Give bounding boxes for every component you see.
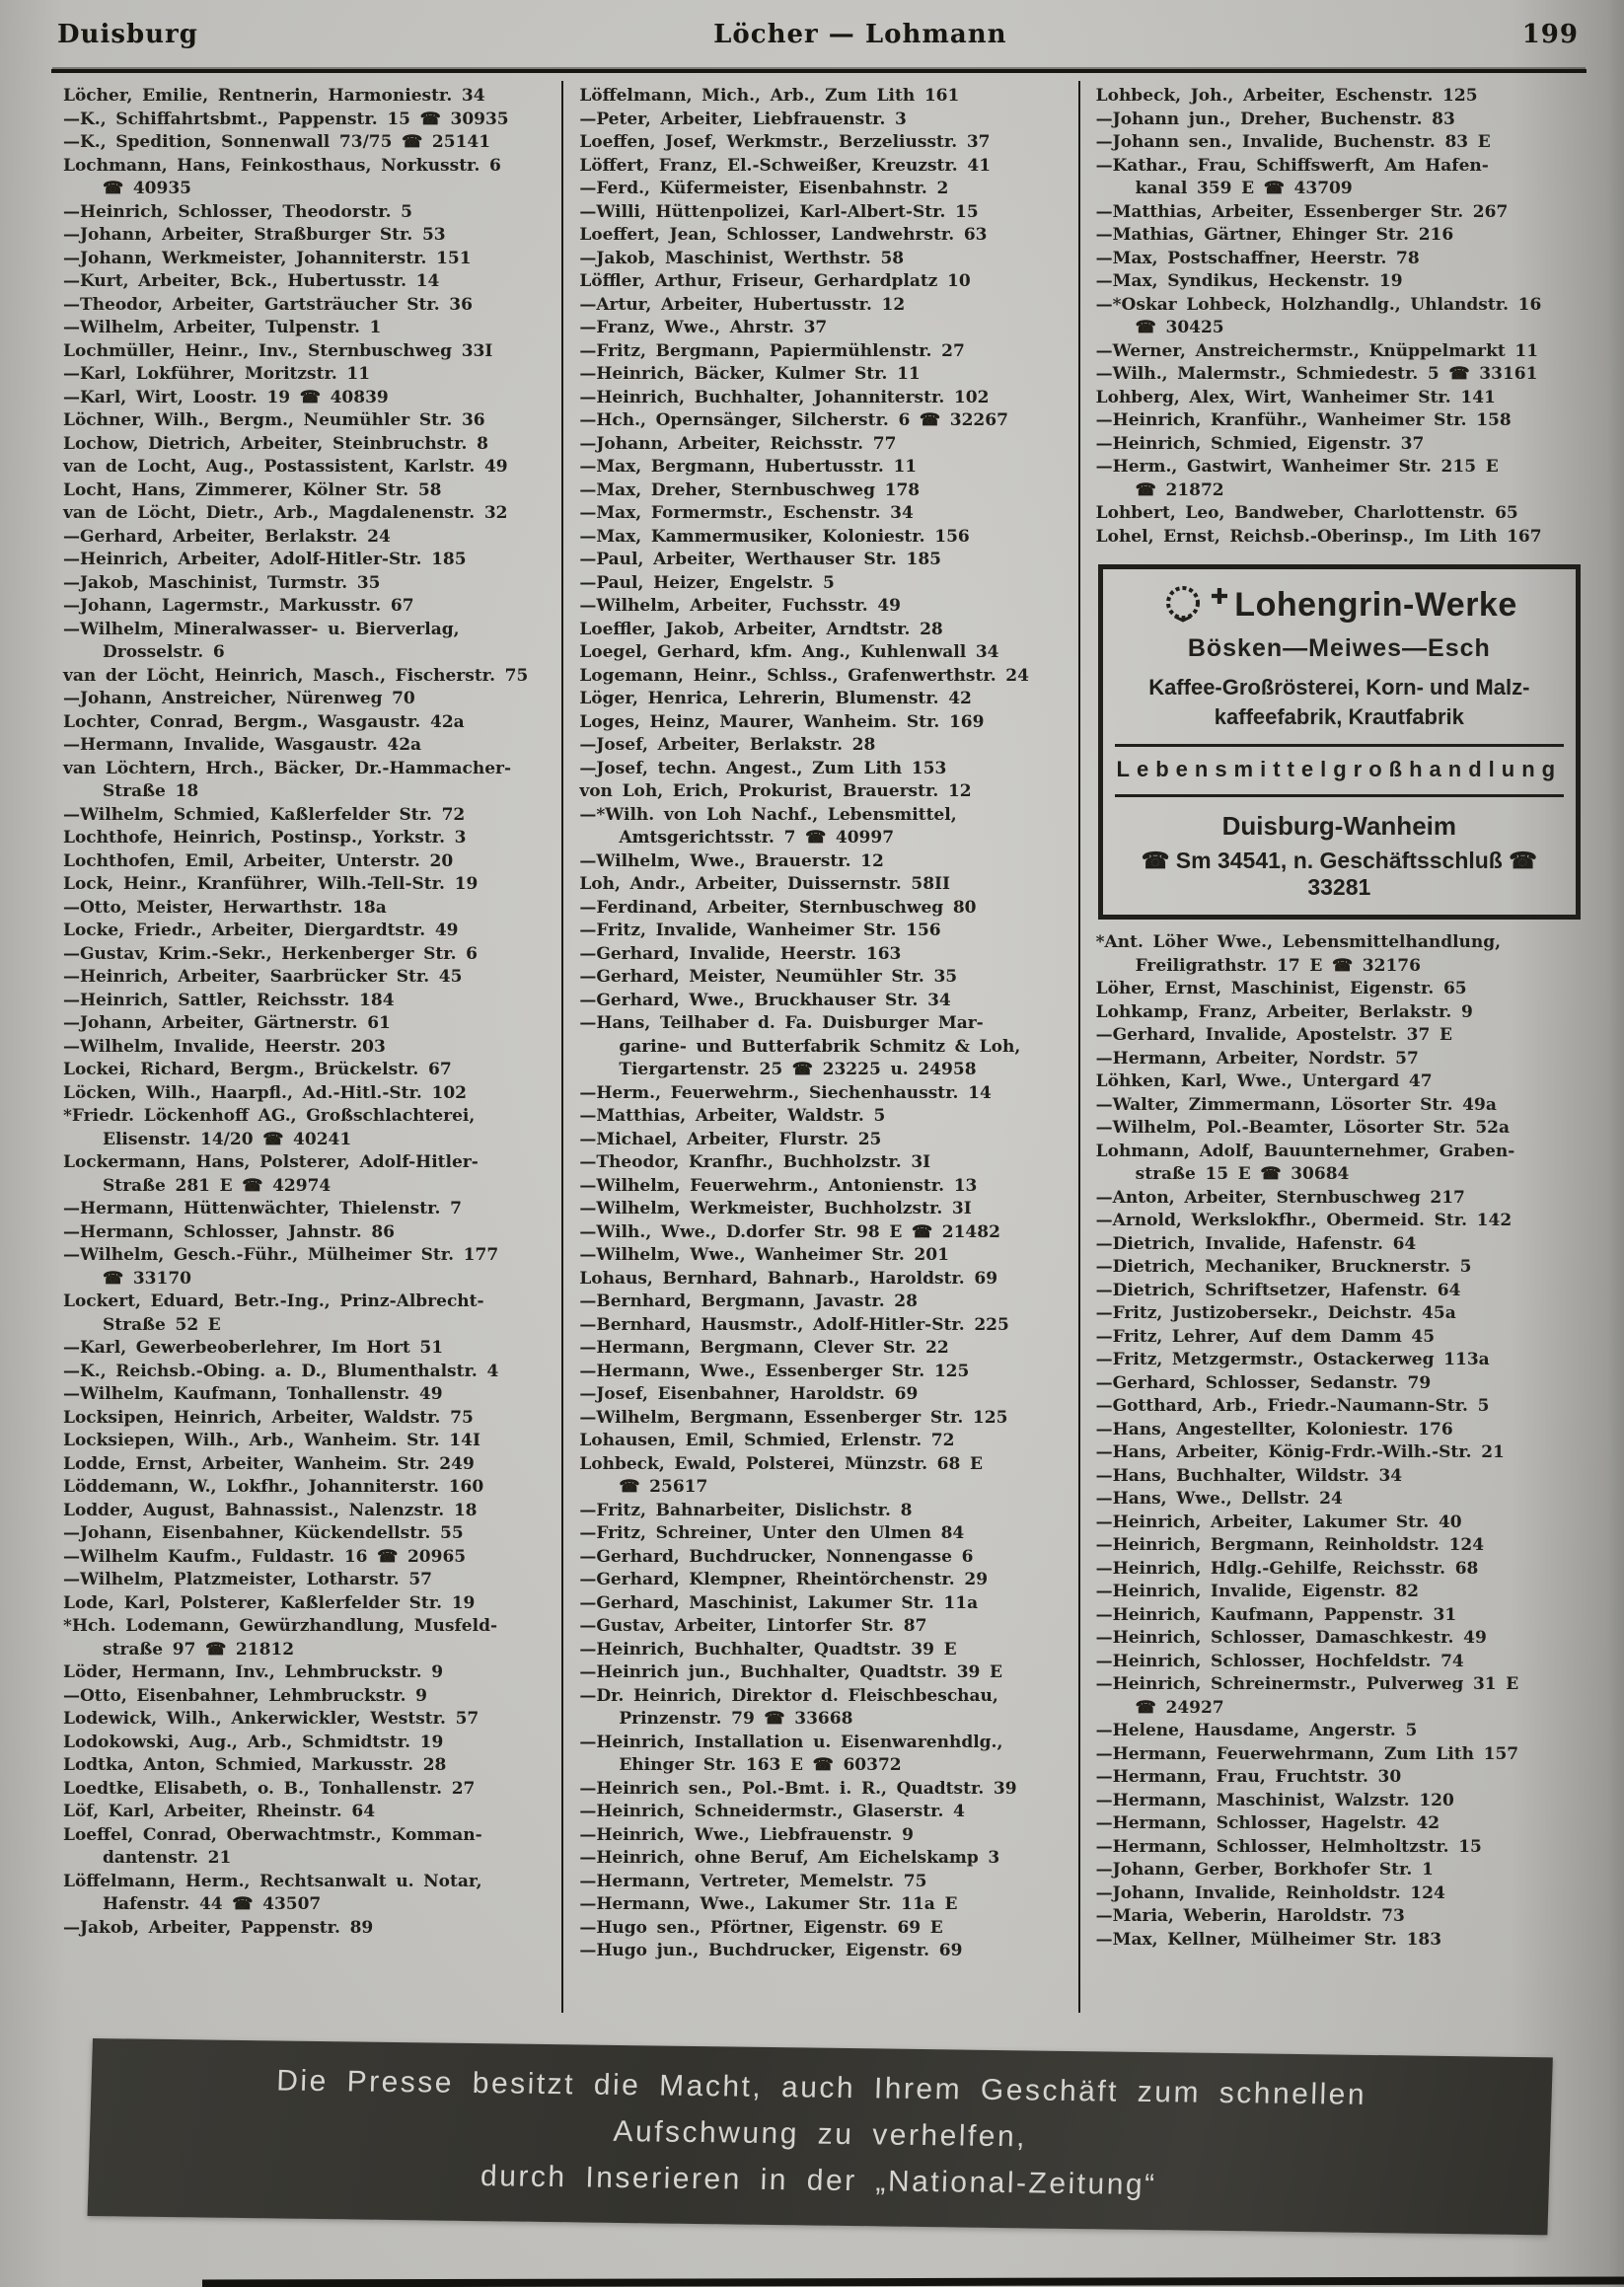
ad-city: Duisburg-Wanheim <box>1221 811 1456 841</box>
directory-entry: —Heinrich jun., Buchhalter, Quadtstr. 39 E <box>579 1662 1003 1682</box>
directory-entry: —Jakob, Arbeiter, Pappenstr. 89 <box>63 1917 374 1938</box>
directory-entry: —Heinrich, Schlosser, Damaschkestr. 49 <box>1095 1628 1487 1648</box>
directory-entry: —Herm., Gastwirt, Wanheimer Str. 215 E ☎ 21872 <box>1095 457 1499 500</box>
directory-entry: —Fritz, Bergmann, Papiermühlenstr. 27 <box>579 340 965 361</box>
directory-entry: —Heinrich, Installation u. Eisenwarenhdlg., Ehinger Str. 163 E ☎ 60372 <box>579 1732 1003 1775</box>
directory-entry: —Heinrich, Arbeiter, Lakumer Str. 40 <box>1095 1512 1462 1532</box>
directory-entry: Löffler, Arthur, Friseur, Gerhardplatz 10 <box>579 271 971 291</box>
directory-entry: —Max, Bergmann, Hubertusstr. 11 <box>579 457 918 477</box>
directory-entry: —Wilhelm, Platzmeister, Lotharstr. 57 <box>63 1570 432 1589</box>
directory-entry: —Hugo jun., Buchdrucker, Eigenstr. 69 <box>579 1941 963 1960</box>
directory-entry: Loeffert, Jean, Schlosser, Landwehrstr. 63 <box>579 225 988 245</box>
directory-entry: —*Wilh. von Loh Nachf., Lebensmittel, Amtsgerichtsstr. 7 ☎ 40997 <box>579 804 957 848</box>
directory-entry: Lohausen, Emil, Schmied, Erlenstr. 72 <box>579 1431 955 1450</box>
directory-entry: —Wilhelm, Arbeiter, Fuchsstr. 49 <box>579 596 901 616</box>
directory-entry: —Gerhard, Invalide, Apostelstr. 37 E <box>1095 1025 1452 1045</box>
directory-entry: Löher, Ernst, Maschinist, Eigenstr. 65 <box>1095 979 1467 998</box>
directory-entry: —Fritz, Metzgermstr., Ostackerweg 113a <box>1095 1350 1490 1369</box>
directory-entry: —Dietrich, Invalide, Hafenstr. 64 <box>1095 1233 1417 1254</box>
directory-entry: —K., Schiffahrtsbmt., Pappenstr. 15 ☎ 30935 <box>63 109 509 129</box>
directory-entry: —Heinrich, Arbeiter, Adolf-Hitler-Str. 185 <box>63 550 467 569</box>
directory-entry: —Gerhard, Wwe., Bruckhauser Str. 34 <box>579 990 951 1010</box>
directory-entry: Lohberg, Alex, Wirt, Wanheimer Str. 141 <box>1095 387 1496 407</box>
directory-entry: Lohaus, Bernhard, Bahnarb., Haroldstr. 69 <box>579 1268 998 1289</box>
header-city: Duisburg <box>57 20 198 49</box>
directory-entry: —Heinrich, Schlosser, Hochfeldstr. 74 <box>1095 1651 1464 1671</box>
directory-entry: —Hans, Angestellter, Koloniestr. 176 <box>1095 1419 1453 1439</box>
directory-entry: —Wilhelm, Pol.-Beamter, Lösorter Str. 52a <box>1095 1118 1511 1138</box>
directory-entry: —Gustav, Krim.-Sekr., Herkenberger Str. 6 <box>63 943 478 964</box>
directory-entry: —Kathar., Frau, Schiffswerft, Am Hafen- kanal 359 E ☎ 43709 <box>1095 155 1489 198</box>
directory-entry: —Bernhard, Bergmann, Javastr. 28 <box>579 1291 918 1311</box>
directory-entry: van der Löcht, Heinrich, Masch., Fischerstr. 75 <box>63 665 529 686</box>
header-name-range: Löcher — Lohmann <box>713 20 1007 49</box>
directory-entry: —Hermann, Frau, Fruchtstr. 30 <box>1095 1767 1402 1787</box>
directory-entry: —Ferd., Küfermeister, Eisenbahnstr. 2 <box>579 179 949 198</box>
directory-entry: —Heinrich, Schlosser, Theodorstr. 5 <box>63 201 413 222</box>
directory-entry: —Heinrich, Kranführ., Wanheimer Str. 158 <box>1095 410 1512 430</box>
directory-entry: Loeffler, Jakob, Arbeiter, Arndtstr. 28 <box>579 619 943 639</box>
column-2 <box>561 81 1077 2013</box>
directory-entry: —Max, Formermstr., Eschenstr. 34 <box>579 503 914 523</box>
directory-entry: —Hans, Wwe., Dellstr. 24 <box>1095 1489 1343 1509</box>
directory-entry: Locksiepen, Wilh., Arb., Wanheim. Str. 14I <box>63 1431 480 1450</box>
directory-entry: —Gustav, Arbeiter, Lintorfer Str. 87 <box>579 1616 927 1636</box>
directory-entry: —Johann, Eisenbahner, Kückendellstr. 55 <box>63 1523 464 1543</box>
directory-entry: —Johann, Werkmeister, Johanniterstr. 151 <box>63 248 472 268</box>
directory-entry: Lochter, Conrad, Bergm., Wasgaustr. 42a <box>63 711 465 732</box>
directory-entry: —Fritz, Invalide, Wanheimer Str. 156 <box>579 921 941 940</box>
directory-entry: —Otto, Eisenbahner, Lehmbruckstr. 9 <box>63 1685 428 1706</box>
directory-entry: Loegel, Gerhard, kfm. Ang., Kuhlenwall 34 <box>579 642 999 662</box>
directory-entry: *Friedr. Löckenhoff AG., Großschlachterei, Elisenstr. 14/20 ☎ 40241 <box>63 1106 476 1149</box>
directory-entry: Lodtka, Anton, Schmied, Markusstr. 28 <box>63 1755 447 1775</box>
directory-entry: —Dietrich, Schriftsetzer, Hafenstr. 64 <box>1095 1280 1461 1300</box>
directory-entry: —Fritz, Lehrer, Auf dem Damm 45 <box>1095 1326 1436 1347</box>
directory-entry: —Otto, Meister, Herwarthstr. 18a <box>63 897 387 918</box>
column-1 <box>47 81 561 2013</box>
ad-divider-top <box>1115 744 1564 747</box>
directory-entry: —Wilhelm, Schmied, Kaßlerfelder Str. 72 <box>63 804 466 825</box>
directory-entry: —Johann, Anstreicher, Nürenweg 70 <box>63 689 415 708</box>
directory-entry: Lodokowski, Aug., Arb., Schmidtstr. 19 <box>63 1732 444 1752</box>
directory-entry: —Heinrich, Schneidermstr., Glaserstr. 4 <box>579 1802 965 1821</box>
directory-entry: —Heinrich, Schmied, Eigenstr. 37 <box>1095 433 1425 454</box>
directory-entry: —Heinrich, ohne Beruf, Am Eichelskamp 3 <box>579 1848 1000 1868</box>
directory-entry: —K., Reichsb.-Obing. a. D., Blumenthalstr. 4 <box>63 1361 499 1381</box>
directory-entry: Lohel, Ernst, Reichsb.-Oberinsp., Im Lith 167 <box>1095 526 1542 547</box>
directory-entry: —Max, Postschaffner, Heerstr. 78 <box>1095 248 1420 268</box>
directory-entry: —Johann, Gerber, Borkhofer Str. 1 <box>1095 1860 1434 1880</box>
directory-entry: —Wilhelm, Invalide, Heerstr. 203 <box>63 1036 386 1057</box>
directory-entry: —Hans, Arbeiter, König-Frdr.-Wilh.-Str. 21 <box>1095 1442 1505 1462</box>
ad-wholesale-line: Lebensmittelgroßhandlung <box>1116 757 1563 781</box>
directory-entry: Löchner, Wilh., Bergm., Neumühler Str. 36 <box>63 410 485 430</box>
directory-entry: —Heinrich, Bäcker, Kulmer Str. 11 <box>579 364 921 384</box>
directory-entry: —Wilhelm, Werkmeister, Buchholzstr. 3I <box>579 1199 972 1218</box>
directory-entry: —Wilhelm, Wwe., Brauerstr. 12 <box>579 850 884 871</box>
page-header <box>57 20 1579 49</box>
directory-entry: Lohmann, Adolf, Bauunternehmer, Graben- straße 15 E ☎ 30684 <box>1095 1141 1515 1184</box>
directory-entry: Löger, Henrica, Lehrerin, Blumenstr. 42 <box>579 689 972 708</box>
directory-entry: Lochow, Dietrich, Arbeiter, Steinbruchstr. 8 <box>63 433 488 454</box>
directory-entry: —Hermann, Schlosser, Jahnstr. 86 <box>63 1221 396 1242</box>
directory-entry: —Matthias, Arbeiter, Essenberger Str. 267 <box>1095 201 1509 222</box>
cross-icon: ✚ <box>1210 584 1229 610</box>
column-3 <box>1078 81 1594 2013</box>
directory-entry: Lockei, Richard, Bergm., Brückelstr. 67 <box>63 1060 452 1079</box>
directory-entry: Lohbert, Leo, Bandweber, Charlottenstr. 65 <box>1095 503 1518 523</box>
ad-description-line1: Kaffee-Großrösterei, Korn- und Malz- <box>1148 675 1530 700</box>
directory-entry: —Jakob, Maschinist, Turmstr. 35 <box>63 572 381 593</box>
directory-entry: —Helene, Hausdame, Angerstr. 5 <box>1095 1721 1418 1740</box>
directory-entry: Lohbeck, Joh., Arbeiter, Eschenstr. 125 <box>1095 86 1478 106</box>
directory-entry: Loges, Heinz, Maurer, Wanheim. Str. 169 <box>579 711 985 732</box>
directory-entry: —Max, Kellner, Mülheimer Str. 183 <box>1095 1929 1442 1950</box>
directory-entry: *Hch. Lodemann, Gewürzhandlung, Musfeld- straße 97 ☎ 21812 <box>63 1616 498 1660</box>
directory-entry: Loeffen, Josef, Werkmstr., Berzeliusstr. 37 <box>579 132 991 152</box>
directory-entry: Löffelmann, Herm., Rechtsanwalt u. Notar, Hafenstr. 44 ☎ 43507 <box>63 1871 482 1914</box>
directory-entry: —Theodor, Kranfhr., Buchholzstr. 3I <box>579 1152 931 1172</box>
directory-entry: —Heinrich, Wwe., Liebfrauenstr. 9 <box>579 1824 914 1845</box>
directory-entry: —Wilh., Wwe., D.dorfer Str. 98 E ☎ 21482 <box>579 1221 1000 1242</box>
directory-entry: Logemann, Heinr., Schlss., Grafenwerthstr. 24 <box>579 665 1029 686</box>
directory-entry: —Hermann, Bergmann, Clever Str. 22 <box>579 1338 949 1358</box>
directory-entry: —Wilhelm, Mineralwasser- u. Bierverlag, Drosselstr. 6 <box>63 619 460 662</box>
directory-entry: —Josef, techn. Angest., Zum Lith 153 <box>579 758 947 778</box>
directory-entry: Löder, Hermann, Inv., Lehmbruckstr. 9 <box>63 1662 444 1682</box>
directory-entry: —Paul, Arbeiter, Werthauser Str. 185 <box>579 550 941 569</box>
ad-title-row <box>1111 583 1568 627</box>
directory-entry: —Gerhard, Arbeiter, Berlakstr. 24 <box>63 526 391 547</box>
directory-entry: Lockermann, Hans, Polsterer, Adolf-Hitler- Straße 281 E ☎ 42974 <box>63 1152 479 1196</box>
directory-entry: —Dr. Heinrich, Direktor d. Fleischbeschau, Prinzenstr. 79 ☎ 33668 <box>579 1685 998 1729</box>
directory-entry: van de Löcht, Dietr., Arb., Magdalenenstr. 32 <box>63 503 508 523</box>
directory-entry: —Arnold, Werkslokfhr., Obermeid. Str. 142 <box>1095 1211 1513 1230</box>
directory-entry: —Hermann, Hüttenwächter, Thielenstr. 7 <box>63 1199 462 1218</box>
directory-entry: —Karl, Wirt, Loostr. 19 ☎ 40839 <box>63 387 389 407</box>
header-rule <box>51 69 1587 73</box>
directory-entry: —Fritz, Schreiner, Unter den Ulmen 84 <box>579 1523 965 1543</box>
ad-divider-bottom <box>1115 794 1564 797</box>
directory-entry: —Heinrich, Buchhalter, Johanniterstr. 102 <box>579 387 990 407</box>
directory-entry: Löddemann, W., Lokfhr., Johanniterstr. 160 <box>63 1477 484 1497</box>
directory-entry: —*Oskar Lohbeck, Holzhandlg., Uhlandstr. 16 ☎ 30425 <box>1095 294 1542 337</box>
directory-entry: —Hermann, Wwe., Lakumer Str. 11a E <box>579 1894 958 1914</box>
directory-entry: —Fritz, Justizobersekr., Deichstr. 45a <box>1095 1303 1456 1323</box>
directory-entry: —Heinrich, Buchhalter, Quadtstr. 39 E <box>579 1639 957 1660</box>
directory-entry: —Johann, Lagermstr., Markusstr. 67 <box>63 596 414 616</box>
directory-entry: —Artur, Arbeiter, Hubertusstr. 12 <box>579 294 906 315</box>
directory-entry: Locksipen, Heinrich, Arbeiter, Waldstr. 75 <box>63 1407 474 1428</box>
directory-entry: —Hermann, Feuerwehrmann, Zum Lith 157 <box>1095 1743 1519 1764</box>
directory-entry: —Gerhard, Maschinist, Lakumer Str. 11a <box>579 1592 979 1613</box>
directory-entry: Löcken, Wilh., Haarpfl., Ad.-Hitl.-Str. 102 <box>63 1082 467 1103</box>
directory-entry: —Wilhelm Kaufm., Fuldastr. 16 ☎ 20965 <box>63 1546 467 1567</box>
directory-entry: —Wilhelm, Kaufmann, Tonhallenstr. 49 <box>63 1384 443 1404</box>
directory-entry: —Karl, Gewerbeoberlehrer, Im Hort 51 <box>63 1338 444 1358</box>
directory-entry: —Heinrich, Bergmann, Reinholdstr. 124 <box>1095 1535 1485 1555</box>
directory-entry: —Dietrich, Mechaniker, Brucknerstr. 5 <box>1095 1257 1472 1277</box>
directory-entry: —Hans, Teilhaber d. Fa. Duisburger Mar- garine- und Butterfabrik Schmitz & Loh, Tiergartenstr. 25 ☎ 23225 u. 24958 <box>579 1013 1021 1079</box>
directory-entry: —Mathias, Gärtner, Ehinger Str. 216 <box>1095 225 1454 245</box>
directory-entry: —Wilhelm, Gesch.-Führ., Mülheimer Str. 177 ☎ 33170 <box>63 1245 499 1289</box>
directory-entry: Lochthofe, Heinrich, Postinsp., Yorkstr. 3 <box>63 828 467 848</box>
directory-entry: —Wilhelm, Arbeiter, Tulpenstr. 1 <box>63 318 382 337</box>
directory-entry: Lochmüller, Heinr., Inv., Sternbuschweg 33I <box>63 340 493 361</box>
directory-entry: —Gotthard, Arb., Friedr.-Naumann-Str. 5 <box>1095 1396 1490 1416</box>
directory-columns <box>47 81 1594 2013</box>
directory-entry: —Hans, Buchhalter, Wildstr. 34 <box>1095 1465 1403 1486</box>
directory-entry: —Heinrich, Arbeiter, Saarbrücker Str. 45 <box>63 967 463 987</box>
directory-entry: —Johann, Arbeiter, Gärtnerstr. 61 <box>63 1013 391 1033</box>
directory-entry: von Loh, Erich, Prokurist, Brauerstr. 12 <box>579 781 972 801</box>
directory-entry: —Karl, Lokführer, Moritzstr. 11 <box>63 364 371 384</box>
banner-line-2: Aufschwung zu verhelfen, <box>612 2114 1028 2154</box>
directory-entry: Lodder, August, Bahnassist., Nalenzstr. 18 <box>63 1500 478 1520</box>
directory-entry: —Wilhelm, Wwe., Wanheimer Str. 201 <box>579 1245 949 1265</box>
directory-entry: Locke, Friedr., Arbeiter, Diergardtstr. 49 <box>63 921 459 940</box>
directory-entry: —Willi, Hüttenpolizei, Karl-Albert-Str. 15 <box>579 201 979 222</box>
directory-entry: —Johann sen., Invalide, Buchenstr. 83 E <box>1095 132 1491 152</box>
directory-entry: —Matthias, Arbeiter, Waldstr. 5 <box>579 1106 886 1126</box>
directory-entry: Lochthofen, Emil, Arbeiter, Unterstr. 20 <box>63 850 454 871</box>
directory-entry: Löffelmann, Mich., Arb., Zum Lith 161 <box>579 86 960 106</box>
directory-entry: —Wilhelm, Feuerwehrm., Antonienstr. 13 <box>579 1175 978 1196</box>
directory-entry: —Kurt, Arbeiter, Bck., Hubertusstr. 14 <box>63 271 440 291</box>
banner-line-1: Die Presse besitzt die Macht, auch Ihrem Geschäft zum schnellen <box>275 2064 1367 2111</box>
national-zeitung-banner <box>88 2038 1553 2235</box>
ad-description-line2: kaffeefabrik, Krautfabrik <box>1214 704 1464 729</box>
directory-entry: —Anton, Arbeiter, Sternbuschweg 217 <box>1095 1187 1465 1208</box>
directory-entry: —K., Spedition, Sonnenwall 73/75 ☎ 25141 <box>63 132 491 152</box>
directory-entry: —Josef, Arbeiter, Berlakstr. 28 <box>579 735 876 755</box>
directory-entry: —Gerhard, Klempner, Rheintörchenstr. 29 <box>579 1570 989 1589</box>
directory-entry: —Jakob, Maschinist, Werthstr. 58 <box>579 248 905 268</box>
directory-entry: Locht, Hans, Zimmerer, Kölner Str. 58 <box>63 480 442 500</box>
directory-entry: —Walter, Zimmermann, Lösorter Str. 49a <box>1095 1094 1497 1115</box>
directory-entry: —Max, Kammermusiker, Koloniestr. 156 <box>579 526 970 547</box>
directory-entry: —Heinrich, Hdlg.-Gehilfe, Reichsstr. 68 <box>1095 1558 1479 1579</box>
directory-entry: —Hermann, Schlosser, Hagelstr. 42 <box>1095 1813 1440 1833</box>
directory-entry: van Löchtern, Hrch., Bäcker, Dr.-Hammacher- Straße 18 <box>63 758 512 801</box>
column-3-entries-top <box>1096 85 1587 549</box>
ad-description <box>1111 673 1568 732</box>
directory-entry: —Johann, Arbeiter, Reichsstr. 77 <box>579 433 897 454</box>
directory-entry: —Hch., Opernsänger, Silcherstr. 6 ☎ 32267 <box>579 410 1008 430</box>
directory-entry: —Franz, Wwe., Ahrstr. 37 <box>579 318 828 337</box>
directory-entry: —Ferdinand, Arbeiter, Sternbuschweg 80 <box>579 897 977 918</box>
ad-title: Lohengrin-Werke <box>1234 585 1517 624</box>
directory-entry: —Peter, Arbeiter, Liebfrauenstr. 3 <box>579 109 907 129</box>
directory-entry: —Josef, Eisenbahner, Haroldstr. 69 <box>579 1384 919 1404</box>
directory-entry: —Gerhard, Invalide, Heerstr. 163 <box>579 943 902 964</box>
scan-edge-shadow-right <box>1608 0 1624 2287</box>
directory-entry: —Johann, Arbeiter, Straßburger Str. 53 <box>63 225 446 245</box>
directory-entry: —Bernhard, Hausmstr., Adolf-Hitler-Str. 225 <box>579 1314 1009 1335</box>
directory-entry: van de Locht, Aug., Postassistent, Karlstr. 49 <box>63 457 508 477</box>
directory-entry: —Max, Dreher, Sternbuschweg 178 <box>579 480 921 500</box>
directory-entry: —Michael, Arbeiter, Flurstr. 25 <box>579 1129 882 1149</box>
directory-entry: —Heinrich, Invalide, Eigenstr. 82 <box>1095 1582 1419 1601</box>
directory-entry: Löcher, Emilie, Rentnerin, Harmoniestr. 34 <box>63 86 485 106</box>
directory-entry: Lock, Heinr., Kranführer, Wilh.-Tell-Str. 19 <box>63 874 479 894</box>
directory-entry: —Hermann, Invalide, Wasgaustr. 42a <box>63 735 422 755</box>
directory-entry: Lohkamp, Franz, Arbeiter, Berlakstr. 9 <box>1095 1001 1473 1022</box>
directory-entry: Lodde, Ernst, Arbeiter, Wanheim. Str. 249 <box>63 1453 475 1474</box>
directory-entry: —Hermann, Wwe., Essenberger Str. 125 <box>579 1361 970 1381</box>
directory-entry: —Herm., Feuerwehrm., Siechenhausstr. 14 <box>579 1082 992 1103</box>
column-1-entries <box>63 85 554 1940</box>
directory-entry: —Hugo sen., Pförtner, Eigenstr. 69 E <box>579 1917 943 1938</box>
directory-entry: —Maria, Weberin, Haroldstr. 73 <box>1095 1906 1405 1926</box>
directory-entry: Loeffel, Conrad, Oberwachtmstr., Komman- dantenstr. 21 <box>63 1824 482 1868</box>
directory-entry: —Werner, Anstreichermstr., Knüppelmarkt 11 <box>1095 340 1539 361</box>
lohengrin-werke-ad <box>1098 564 1581 920</box>
directory-entry: —Johann jun., Dreher, Buchenstr. 83 <box>1095 109 1455 129</box>
directory-entry: —Heinrich sen., Pol.-Bmt. i. R., Quadtstr. 39 <box>579 1778 1017 1799</box>
directory-entry: —Hermann, Arbeiter, Nordstr. 57 <box>1095 1048 1419 1069</box>
directory-entry: Löffert, Franz, El.-Schweißer, Kreuzstr. 41 <box>579 155 992 176</box>
directory-entry: —Hermann, Vertreter, Memelstr. 75 <box>579 1871 927 1891</box>
directory-entry: —Hermann, Maschinist, Walzstr. 120 <box>1095 1790 1454 1810</box>
directory-entry: Lodewick, Wilh., Ankerwickler, Weststr. 57 <box>63 1709 480 1729</box>
directory-entry: —Gerhard, Schlosser, Sedanstr. 79 <box>1095 1372 1432 1393</box>
ad-phone-numbers: ☎ Sm 34541, n. Geschäftsschluß ☎ 33281 <box>1141 848 1537 900</box>
column-2-entries <box>579 85 1070 1963</box>
directory-entry: —Heinrich, Sattler, Reichsstr. 184 <box>63 990 395 1010</box>
directory-entry: —Wilhelm, Bergmann, Essenberger Str. 125 <box>579 1407 1008 1428</box>
directory-entry: —Fritz, Bahnarbeiter, Dislichstr. 8 <box>579 1500 913 1520</box>
directory-entry: —Johann, Invalide, Reinholdstr. 124 <box>1095 1882 1445 1903</box>
directory-entry: Lockert, Eduard, Betr.-Ing., Prinz-Albrecht- Straße 52 E <box>63 1291 484 1335</box>
directory-entry: —Max, Syndikus, Heckenstr. 19 <box>1095 271 1403 291</box>
directory-entry: —Heinrich, Kaufmann, Pappenstr. 31 <box>1095 1604 1457 1625</box>
directory-entry: Lochmann, Hans, Feinkosthaus, Norkusstr. 6 ☎ 40935 <box>63 155 501 198</box>
directory-entry: —Gerhard, Meister, Neumühler Str. 35 <box>579 967 958 987</box>
scan-edge-shadow-bottom <box>202 2276 1624 2287</box>
directory-entry: Löhken, Karl, Wwe., Untergard 47 <box>1095 1071 1433 1091</box>
wreath-icon <box>1161 581 1205 625</box>
directory-entry: Lohbeck, Ewald, Polsterei, Münzstr. 68 E ☎ 25617 <box>579 1453 983 1497</box>
column-3-entries-bottom <box>1096 931 1587 1952</box>
directory-entry: Lode, Karl, Polsterer, Kaßlerfelder Str. 19 <box>63 1592 476 1613</box>
directory-entry: —Hermann, Schlosser, Helmholtzstr. 15 <box>1095 1836 1482 1857</box>
directory-entry: —Heinrich, Schreinermstr., Pulverweg 31 E ☎ 24927 <box>1095 1674 1519 1718</box>
directory-entry: *Ant. Löher Wwe., Lebensmittelhandlung, Freiligrathstr. 17 E ☎ 32176 <box>1095 932 1502 976</box>
directory-entry: Löf, Karl, Arbeiter, Rheinstr. 64 <box>63 1802 376 1821</box>
ad-owners: Bösken—Meiwes—Esch <box>1187 634 1491 662</box>
directory-entry: Loh, Andr., Arbeiter, Duissernstr. 58II <box>579 874 950 894</box>
directory-entry: —Paul, Heizer, Engelstr. 5 <box>579 572 835 593</box>
directory-entry: —Theodor, Arbeiter, Gartsträucher Str. 36 <box>63 294 473 315</box>
directory-entry: Loedtke, Elisabeth, o. B., Tonhallenstr. 27 <box>63 1778 476 1799</box>
directory-entry: —Gerhard, Buchdrucker, Nonnengasse 6 <box>579 1546 974 1567</box>
directory-entry: —Wilh., Malermstr., Schmiedestr. 5 ☎ 33161 <box>1095 364 1538 384</box>
header-page-number: 199 <box>1521 20 1579 49</box>
banner-line-3: durch Inserieren in der „National-Zeitung“ <box>480 2160 1158 2202</box>
